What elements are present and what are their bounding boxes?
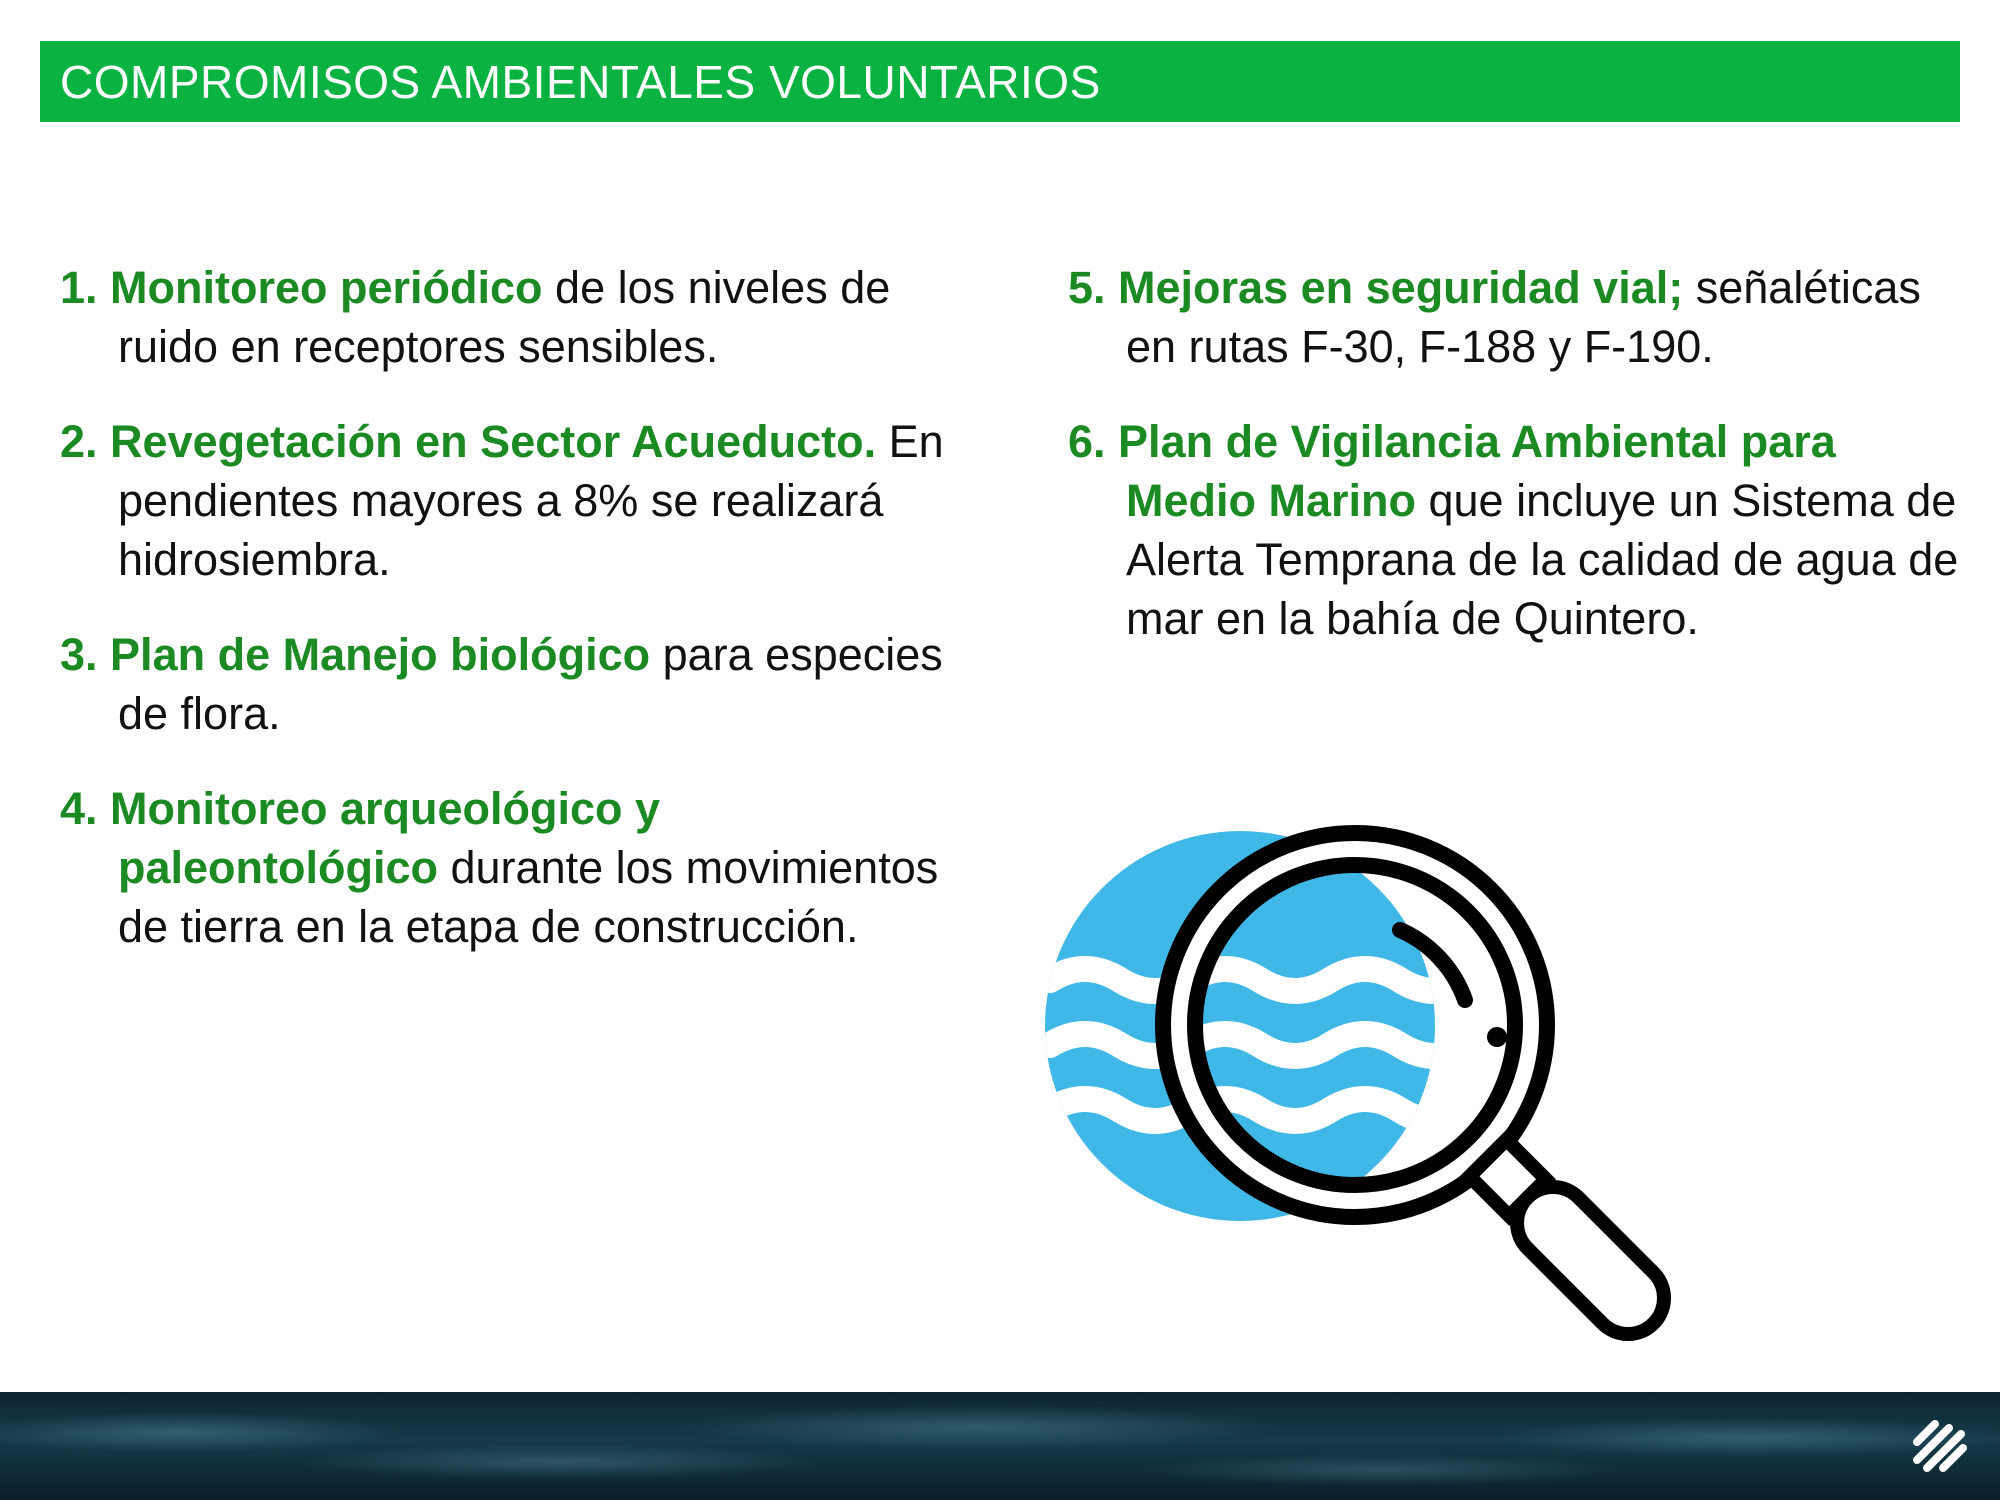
commitment-item-3-text: para especies de flora. [118, 629, 943, 739]
commitment-item-4 [60, 779, 980, 956]
commitment-item-5-text: señaléticas en rutas F-30, F-188 y F-190. [1126, 262, 1921, 372]
commitment-item-3 [60, 625, 980, 743]
commitments-right-column [1068, 258, 1968, 684]
wave-line [1050, 969, 1470, 991]
commitment-item-1-text: de los niveles de ruido en receptores sensibles. [118, 262, 891, 372]
commitment-item-3-title: Plan de Manejo biológico [110, 629, 651, 680]
commitment-item-5-number: 5. [1068, 262, 1106, 313]
commitment-item-2-title: Revegetación en Sector Acueducto. [110, 416, 877, 467]
commitments-left-column [60, 258, 980, 992]
magnifier-handle [1463, 1133, 1679, 1349]
commitment-item-4-number: 4. [60, 783, 98, 834]
commitment-item-4-title: Monitoreo arqueológico y paleontológico [110, 783, 661, 893]
commitment-item-6 [1068, 412, 1968, 648]
lens-glare-dot [1487, 1027, 1507, 1047]
commitment-item-3-number: 3. [60, 629, 98, 680]
commitment-item-5-title: Mejoras en seguridad vial; [1118, 262, 1684, 313]
commitment-item-1 [60, 258, 980, 376]
commitment-item-4-text: durante los movimientos de tierra en la etapa de construcción. [118, 842, 939, 952]
commitment-item-1-number: 1. [60, 262, 98, 313]
header-bar [40, 41, 1960, 122]
commitment-item-6-number: 6. [1068, 416, 1106, 467]
commitment-item-6-text: que incluye un Sistema de Alerta Temprana de la calidad de agua de mar en la bahía de Quintero. [1126, 475, 1959, 644]
company-logo-icon [1905, 1410, 1975, 1480]
wave-line [1050, 1034, 1470, 1056]
commitment-item-5 [1068, 258, 1968, 376]
commitment-item-1-title: Monitoreo periódico [110, 262, 543, 313]
commitment-item-2-number: 2. [60, 416, 98, 467]
commitment-item-2 [60, 412, 980, 589]
commitment-item-2-text: En pendientes mayores a 8% se realizará hidrosiembra. [118, 416, 944, 585]
page-title: COMPROMISOS AMBIENTALES VOLUNTARIOS [60, 55, 1101, 108]
ocean-footer-band [0, 1392, 2000, 1500]
wave-line [1050, 1099, 1470, 1121]
magnifying-glass-over-water-icon [1030, 820, 1740, 1380]
commitment-item-6-title: Plan de Vigilancia Ambiental para Medio Marino [1118, 416, 1836, 526]
